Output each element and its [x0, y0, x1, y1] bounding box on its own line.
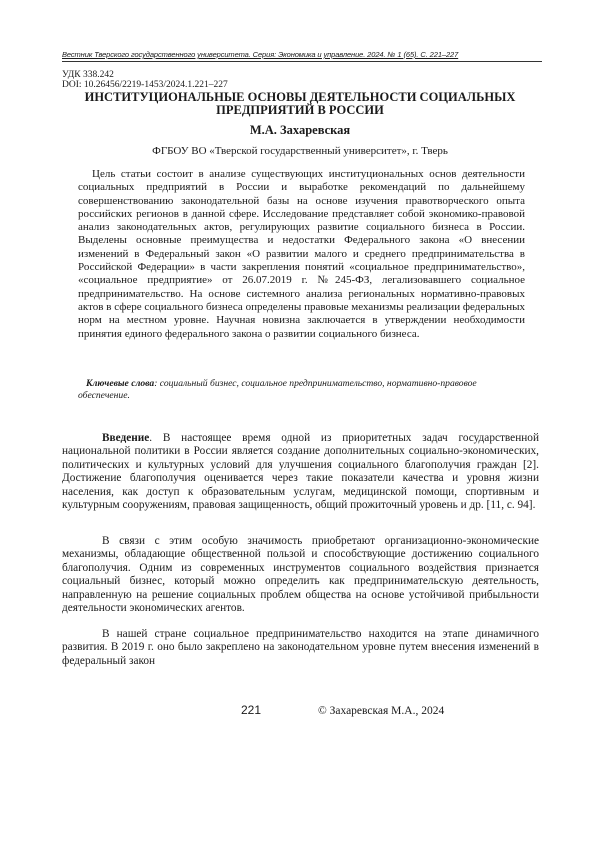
header-divider — [62, 61, 542, 62]
body-paragraph-intro — [62, 432, 539, 512]
author-affiliation: ФГБОУ ВО «Тверской государственный университет», г. Тверь — [152, 145, 448, 157]
body-paragraph: В нашей стране социальное предпринимательство находится на этапе динамичного развития. В 2019 г. оно было закреплено на законодательном уровне путем внесения изменений в федеральный закон — [62, 628, 539, 667]
keywords-label: Ключевые слова — [86, 378, 155, 389]
doi: DOI: 10.26456/2219-1453/2024.1.221–227 — [62, 80, 228, 90]
intro-text: . В настоящее время одной из приоритетных задач государственной национальной политики в России является создание дополнительных социально-экономических, политических и культурных условий для улучшения социального благополучия граждан [2]. Достижение благополучия оценивается через такие показатели качества и уровня жизни населения, как доступ к образовательным услугам, медицинской помощи, спортивным и культурным сооружениям, правовая защищенность, общий прожиточный уровень и др. [11, с. 94]. — [62, 432, 539, 512]
page-number: 221 — [241, 703, 262, 717]
body-paragraph: В связи с этим особую значимость приобретают организационно-экономические механизмы, обладающие общественной пользой и способствующие достижению социального благополучия. Одним из современных инструментов социального воздействия признается социальный бизнес, который можно определить как предпринимательскую деятельность, направленную на решение социальных проблем общества на основе устойчивой прибыльности деятельности экономических агентов. — [62, 535, 539, 615]
abstract: Цель статьи состоит в анализе существующих институциональных основ деятельности социальных предприятий в России и выработке рекомендаций по дальнейшему совершенствованию законодательной базы на основе изучения правотворческого опыта российских регионов в данной сфере. Исследование представляет собой экономико-правовой анализ законодательных актов, регулирующих развитие социального бизнеса в России. Выделены основные преимущества и недостатки Федерального закона «О внесении изменений в Федеральный закон «О развитии малого и среднего предпринимательства в Российской Федерации» в части закрепления понятий «социальное предпринимательство», «социальное предприятие» от 26.07.2019 г. №245-ФЗ, легализовавшего социальное предпринимательство. На основе системного анализа региональных нормативно-правовых актов в сфере социального бизнеса определены правовые механизмы реализации федеральных норм на местном уровне. Научная новизна заключается в утверждении необходимости принятия единого федерального закона о развитии социального бизнеса. — [78, 168, 525, 340]
article-title: ИНСТИТУЦИОНАЛЬНЫЕ ОСНОВЫ ДЕЯТЕЛЬНОСТИ СОЦИАЛЬНЫХ ПРЕДПРИЯТИЙ В РОССИИ — [84, 90, 516, 117]
intro-heading: Введение — [102, 432, 150, 444]
article-author: М.А. Захаревская — [249, 123, 351, 137]
journal-header: Вестник Тверского государственного университета. Серия: Экономика и управление. 2024. № 1 (65). С. 221–227 — [62, 50, 459, 59]
copyright: © Захаревская М.А., 2024 — [318, 705, 445, 717]
keywords-list: : социальный бизнес, социальное предпринимательство, нормативно-правовое обеспечение. — [78, 378, 477, 401]
keywords — [78, 378, 525, 402]
udc-code: УДК 338.242 — [62, 70, 114, 80]
